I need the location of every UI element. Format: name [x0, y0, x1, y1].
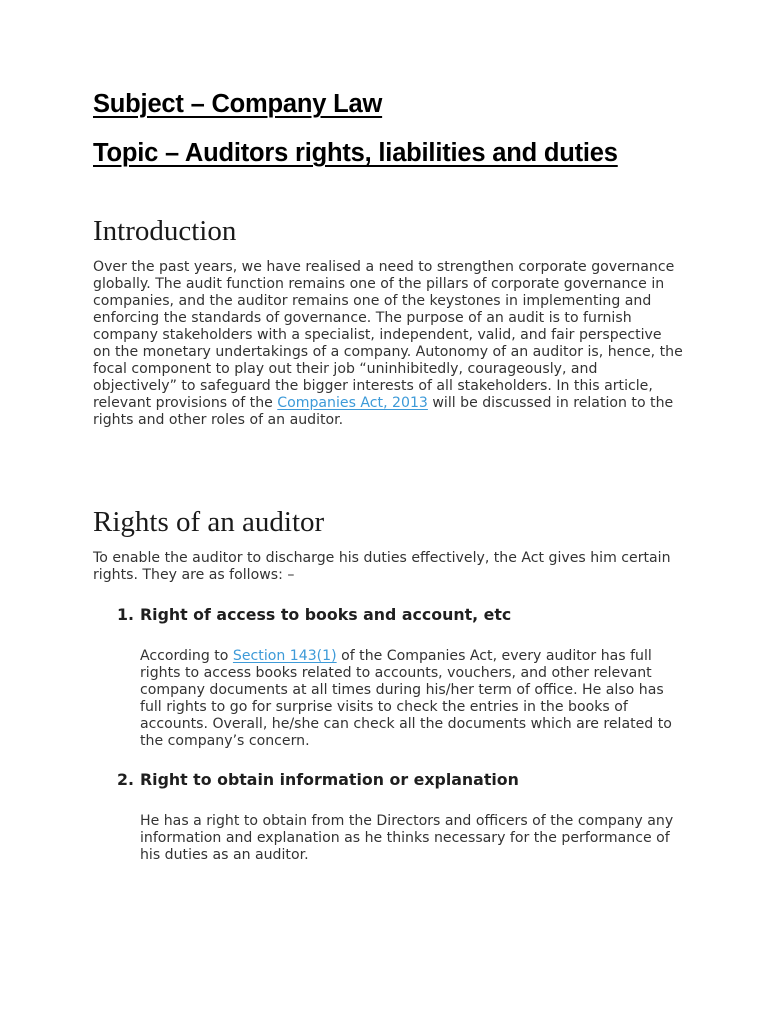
list-item-text-start: According to [140, 648, 233, 664]
list-item-heading [117, 770, 693, 790]
list-item-heading [117, 605, 693, 625]
list-item-text-end: of the Companies Act, every auditor has full rights to access books related to accounts, vouchers, and other relevant company documents at all times during his/her term of office. He also has full rights to go for surprise visits to check the entries in the books of accounts. Overall, he/she can check all the documents which are related to the company’s concern. [140, 648, 672, 749]
list-item-obtain-information [117, 770, 693, 864]
list-item-heading-text: Right of access to books and account, etc [140, 605, 512, 624]
document-page [93, 88, 693, 864]
introduction-paragraph [93, 259, 683, 429]
introduction-text-start: Over the past years, we have realised a need to strengthen corporate governance globally. The audit function remains one of the pillars of corporate governance in companies, and the auditor remains one of the keystones in implementing and enforcing the standards of governance. The purpose of an audit is to furnish company stakeholders with a specialist, independent, valid, and fair perspective on the monetary undertakings of a company. Autonomy of an auditor is, hence, the focal component to play out their job “uninhibitedly, courageously, and objectively” to safeguard the bigger interests of all stakeholders. In this article, relevant provisions of the [93, 259, 683, 411]
list-item-number: 1. [117, 605, 134, 624]
list-item-body [140, 648, 685, 750]
topic-heading: Topic – Auditors rights, liabilities and duties [93, 139, 618, 167]
subject-heading: Subject – Company Law [93, 90, 383, 118]
rights-intro-paragraph: To enable the auditor to discharge his duties effectively, the Act gives him certain rights. They are as follows: – [93, 550, 671, 583]
list-item-body: He has a right to obtain from the Directors and officers of the company any information and explanation as he thinks necessary for the performance of his duties as an auditor. [140, 813, 674, 863]
rights-title: Rights of an auditor [93, 506, 325, 538]
section-143-link[interactable]: Section 143(1) [232, 648, 337, 664]
list-item-heading-text: Right to obtain information or explanation [140, 770, 519, 789]
introduction-text-end: will be discussed in relation to the rights and other roles of an auditor. [93, 395, 674, 428]
list-item-access-books [117, 605, 693, 750]
introduction-title: Introduction [93, 215, 237, 247]
companies-act-link[interactable]: Companies Act, 2013 [277, 395, 428, 411]
list-item-number: 2. [117, 770, 134, 789]
